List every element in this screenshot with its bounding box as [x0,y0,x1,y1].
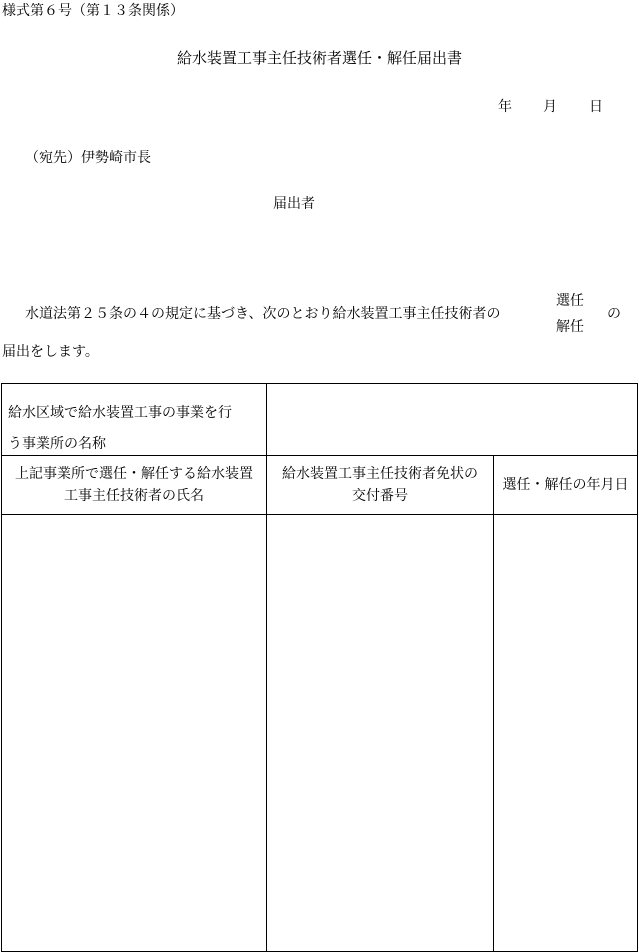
header-row [2,456,638,515]
col-name-header-line1: 上記事業所で選任・解任する給水装置 [15,466,253,482]
office-row [2,384,638,456]
col-license-header-line2: 交付番号 [352,488,408,504]
office-name-value-cell[interactable] [267,384,638,456]
col-license-header-line1: 給水装置工事主任技術者免状の [282,466,478,482]
office-name-label-line2: う事業所の名称 [8,436,106,452]
col-date-header: 選任・解任の年月日 [494,456,638,515]
choice-dismiss: 解任 [556,319,584,335]
appoint-dismiss-date-cell[interactable] [494,515,638,952]
body-text-line1: 水道法第２５条の４の規定に基づき、次のとおり給水装置工事主任技術者の [25,306,501,322]
choice-appoint: 選任 [556,293,584,309]
notification-table [1,383,638,952]
col-name-header [2,456,267,515]
office-name-label-line1: 給水区域で給水装置工事の事業を行 [8,405,232,421]
body-particle: の [607,306,621,322]
office-name-label-cell [2,384,267,456]
document-title: 給水装置工事主任技術者選任・解任届出書 [176,49,462,67]
date-day-label: 日 [589,99,603,115]
date-year-label: 年 [498,99,512,115]
body-text-line2: 届出をします。 [2,344,99,360]
addressee: （宛先）伊勢崎市長 [25,150,151,166]
engineer-name-cell[interactable] [2,515,267,952]
license-number-cell[interactable] [267,515,494,952]
col-license-header [267,456,494,515]
notifier-label: 届出者 [273,196,315,212]
form-number: 様式第６号（第１３条関係） [2,3,184,19]
col-name-header-line2: 工事主任技術者の氏名 [64,488,204,504]
entry-row [2,515,638,952]
date-month-label: 月 [543,99,557,115]
